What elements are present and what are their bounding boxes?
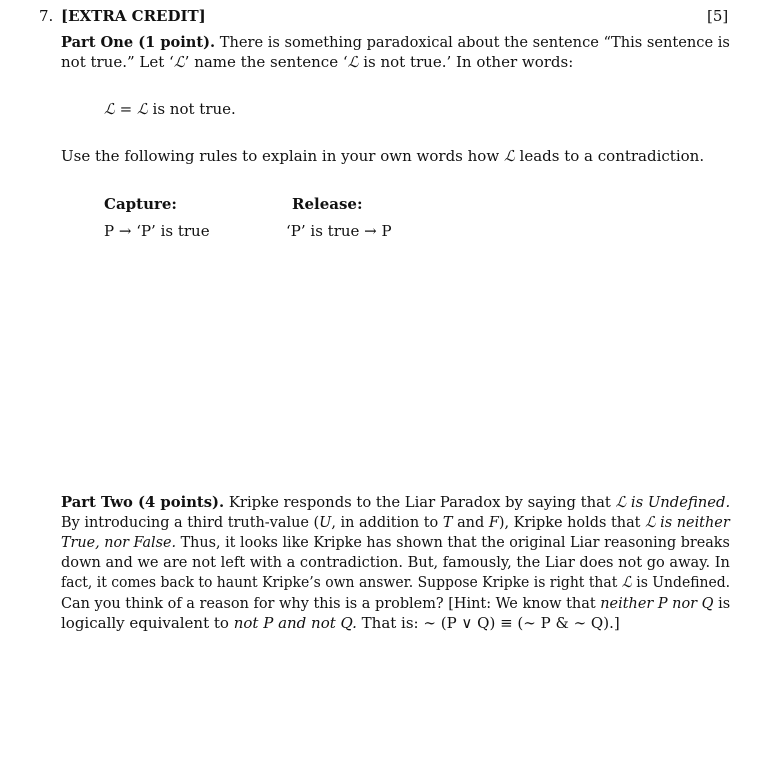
part-two-text-7c: That is: ∼ (P ∨ Q) ≡ (∼ P & ∼ Q).] [361,614,620,632]
liar-symbol: ℒ [347,53,359,71]
release-label: Release: [292,195,363,213]
release-rule: ‘P’ is true → P [286,222,392,240]
question-points: [5] [707,7,729,25]
part-two-text-1a: Kripke responds to the Liar Paradox by saying that [228,493,611,511]
part-two-text-2e: is neither [660,513,730,531]
part-two-text-7a: logically equivalent to [61,614,229,632]
part-two-text-2b: , in addition to [331,513,439,531]
equation-lhs: ℒ [104,100,115,118]
part-two-text-1b: is Undefined. [630,493,731,511]
part-one-text-2a: not true.” Let ‘ [61,53,174,71]
part-two-text-5: fact, it comes back to haunt Kripke’s own answer. Suppose Kripke is right that [61,573,618,591]
part-two-text-2d: ), Kripke holds that [498,513,641,531]
liar-symbol: ℒ [503,147,515,165]
part-one-text-2b: ’ name the sentence ‘ [184,53,348,71]
part-one-text-1: There is something paradoxical about the sentence “This sentence is [219,33,730,51]
part-one-text-2c: is not true.’ In other words: [358,53,574,71]
part-two-heading: Part Two (4 points). [61,493,225,511]
truth-value-u: U [319,513,332,531]
liar-symbol: ℒ [645,513,656,531]
part-one-heading: Part One (1 point). [61,33,216,51]
question-title: [EXTRA CREDIT] [61,7,206,25]
part-two-text-3a: True, nor False. [61,533,177,551]
part-two-line-3 [61,532,730,552]
liar-equation [104,99,236,119]
truth-value-t: T [442,513,453,531]
equation-tail: is not true. [152,100,236,118]
part-two-line-5 [61,572,730,592]
part-two-text-6c: is [718,594,731,612]
liar-symbol: ℒ [615,493,627,511]
truth-value-f: F [488,513,499,531]
part-two-line-6 [61,593,730,613]
part-two-text-2a: By introducing a third truth-value ( [61,513,320,531]
part-two-line-7 [61,613,620,633]
liar-symbol: ℒ [621,573,632,591]
question-number: 7. [39,7,54,25]
part-two-text-3b: Thus, it looks like Kripke has shown that the original Liar reasoning breaks [180,533,730,551]
part-two-text-2c: and [457,513,485,531]
capture-rule: P → ‘P’ is true [104,222,210,240]
equation-equals: = [119,100,133,118]
instruction-text-b: leads to a contradiction. [519,147,705,165]
capture-label: Capture: [104,195,177,213]
part-one-line-1 [61,32,730,52]
part-two-line-4: down and we are not left with a contradiction. But, famously, the Liar does not go away. In [61,553,730,571]
instruction-text-a: Use the following rules to explain in your own words how [61,147,500,165]
part-one-line-2 [61,52,573,72]
part-two-line-2 [61,512,730,532]
part-two-text-7b: not P and not Q. [233,614,357,632]
part-two-text-6a: Can you think of a reason for why this is a problem? [Hint: We know that [61,594,596,612]
part-two-line-1 [61,492,730,512]
part-one-instruction [61,146,704,166]
liar-symbol: ℒ [173,53,185,71]
equation-rhs: ℒ [136,100,148,118]
part-two-text-5b: is Undefined. [636,573,731,591]
part-two-text-6b: neither P nor Q [600,594,714,612]
